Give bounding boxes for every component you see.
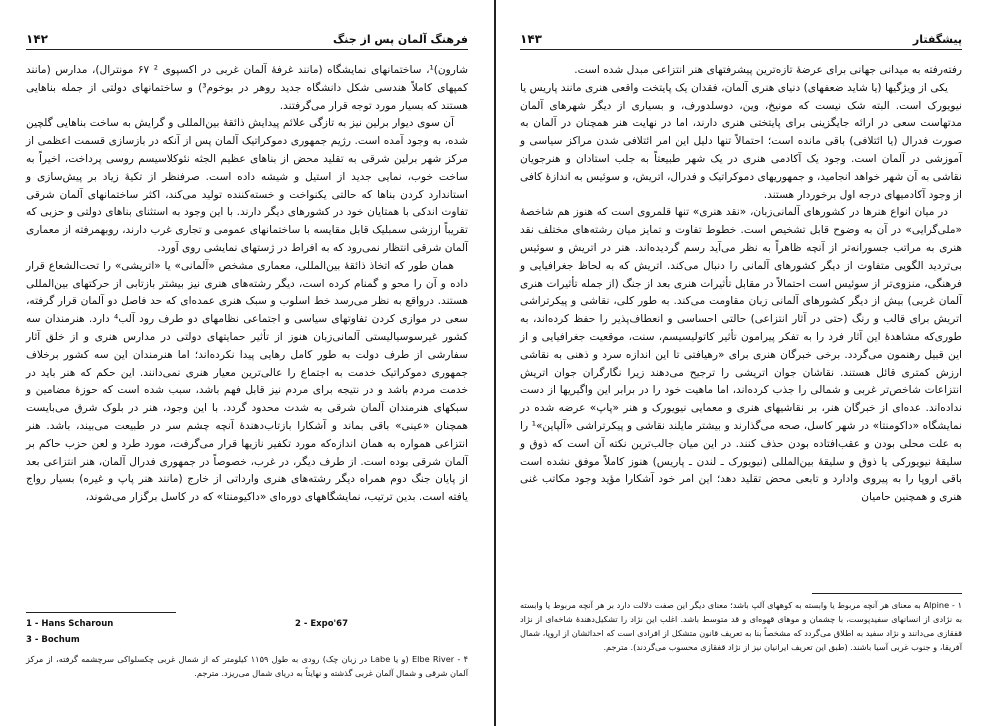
left-body-text	[26, 62, 468, 507]
left-page-number: ۱۴۲	[26, 32, 48, 46]
right-paragraph: رفته‌رفته به میدانی جهانی برای عرضۀ تازه‌ترین پیشرفتهای هنر انتزاعی مبدل شده است.	[574, 64, 962, 76]
left-footnote-rule	[26, 612, 176, 613]
right-page-number: ۱۴۳	[520, 32, 542, 46]
right-paragraph: در میان انواع هنرها در کشورهای آلمانی‌زبان، «نقد هنری» تنها قلمروی است که هنوز هم شاخصۀ «ملی‌گرایی» در آن به وضوح قابل تشخیص است. خطوط تفاوت و تمایز میان رشته‌های مختلف نقد هنری به مراتب جسورانه‌تر از آنچه ظاهراً به نظر می‌آید رسم گردیده‌اند. هنر در اتریش و سوئیس بی‌تردید الگویی متفاوت از دیگر کشورهای آلمانی را دنبال می‌کند. اتریش که به لحاظ جغرافیایی و فرهنگی، منزوی‌تر از سوئیس است احتمالاً در مقابل تأثیرات هنری بعد از جنگ (از جمله تأثیرات هنری آلمان غربی) بیش از دیگر کشورهای آلمانی زبان مقاومت می‌کند. به طور کلی، نقاشی و پیکرتراشی اتریش برای قالب و رنگ (حتی در آثار انتزاعی) حالتی احساسی و انعطاف‌پذیر را حفظ کرده‌اند، به طوری‌که مشاهدۀ این آثار فرد را به تفکر پیرامون تأثیر کاتولیسیسم، سنت، موقعیت جغرافیایی و از این قبیل رهنمون می‌گردد. برخی خبرگان هنری برای «رهیافتی تا این اندازه سرد و ذهنی به نقاشی ارزش کمتری قائل هستند. نقاشان جوان اتریشی را ترجیح می‌دهند زیرا نگارگران جوان اتریش انتزاعات شاخص‌تر غربی و شمالی را جذب کرده‌اند، اما ماهیت خود را در برابر این واگیریها از دست نداده‌اند. عده‌ای از خبرگان هنر، بر نقاشیهای هنری و معمایی نیویورک و هنر «پاپ» عرضه شده در نمایشگاه «داکومنتا» در شهر کاسل، صحه می‌گذارند و بیشتر مایلند نقاشی و پیکرتراشی «آلپاین»¹ را به علت محلی بودن و عقب‌افتاده بودن حذف کنند. در این میان جالب‌ترین نکته آن است که ذوق و سلیقۀ نیویورکی یا ذوق و سلیقۀ بین‌المللی (نیویورک ـ لندن ـ پاریس) هنوز کاملاً موفق نشده است باقی اروپا را به پیروی وادارد و تابعی محض تقلید دهد؛ این امر خود آشکارا مؤید وجود مکاتب غنی هنری و همچنین حامیان	[520, 206, 962, 504]
left-footnote-row	[26, 632, 468, 648]
left-footnote-row	[26, 616, 468, 632]
left-footnotes	[26, 616, 468, 680]
left-paragraph: همان طور که اتخاذ ذائقۀ بین‌المللی، معماری مشخص «آلمانی» یا «اتریشی» را تحت‌الشعاع قرار داده و آن را محو و گمنام کرده است، دیگر رشته‌های هنری نیز بیشتر بازتابی از حرکتهای بین‌المللی هستند. درواقع به نظر می‌رسد خط اسلوب و سبک هنری عمده‌ای که حد فاصل دو آلمان قرار گرفته، سعی در موازی کردن تفاوتهای سیاسی و اجتماعی نظامهای دو طرف رود آلب⁴ دارد. هنرمندان سه کشور غیرسوسیالیستی آلمانی‌زبان هنوز از تأثیر حمایتهای دولتی در مدارس هنری و از خلق آثار سفارشی از طرف دولت به طور کامل رهایی پیدا نکرده‌اند؛ اما هنرمندان این سه کشور برخلاف جمهوری دموکراتیک خدمت به اجتماع را عالی‌ترین معیار هنری نمی‌دانند. این حکم که هنر باید در خدمت مردم باشد و در نتیجه برای مردم نیز قابل فهم باشد، سبب شده است که حوزۀ مضامین و سبکهای هنرمندان آلمان شرقی به شدت محدود گردد. با این وجود، هنر در بلوک شرق می‌بایست همچنان «عینی» باقی بماند و آشکارا بازتاب‌دهندۀ آنچه چشم سر در طبیعت می‌بیند، باشد. هنر انتزاعی همواره به همان اندازه‌که مورد تکفیر نازیها قرار می‌گرفت، مورد طرد و لعن حزب حاکم بر آلمان شرقی بوده است. از طرف دیگر، در غرب، خصوصاً در جمهوری فدرال آلمان، هنر انتزاعی بعد از پایان جنگ دوم همراه دیگر رشته‌های هنری وارداتی از خارج (مانند هنر پاپ و غیره) بسیار رواج یافته است. بدین ترتیب، نمایشگاههای دوره‌ای «داکیومنتا» که در کاسل برگزار می‌شوند،	[26, 259, 468, 504]
right-running-head	[520, 32, 962, 50]
right-running-title: پیشگفتار	[912, 33, 962, 46]
right-body-text	[520, 62, 962, 507]
left-footnote-1: 1 - Hans Scharoun	[26, 619, 114, 629]
right-footnote-rule	[812, 593, 962, 594]
left-paragraph: آن سوی دیوار برلین نیز به تازگی علائم پیدایش ذائقۀ بین‌المللی و گرایش به ساخت بناهایی گلچین شده، به وجود آمده است. رژیم جمهوری دموکراتیک آلمان پس از آنکه در بازسازی قسمت اعظمی از مرکز شهر برلین شرقی به تقلید محض از بناهای عظیم الجثه نئوکلاسیسم روسی پرداخت، اخیراً به ساخت خوب، نمایی جدید از استیل و شیشه داده است. صرفنظر از تکیۀ زیاد بر پیش‌سازی و استاندارد کردن بناها که حالتی یکنواخت و خسته‌کننده تولید می‌کند، اکثر ساختمانهای آلمان شرقی تفاوت اندکی با همتایان خود در کشورهای دیگر دارند. با این وجود به استثنای بناهای دولتی و حزبی که تقریباً ارزشی سمبلیک قابل مقایسه با ساختمانهای عمومی و تجاری غرب دارند، روبهمرفته از معماری آلمان شرقی انتظار نمی‌رود که به افراط در ژستهای نمایشی روی آورد.	[26, 117, 468, 254]
right-footnotes	[520, 598, 962, 654]
left-page	[0, 0, 494, 726]
left-footnote-4: ۴ - Elbe River (و یا Labe در زبان چک) رودی به طول ۱۱۵۹ کیلومتر که از شمال غربی چکسلواکی سرچشمه گرفته، از مرکز آلمان شرقی و شمال آلمان غربی گذشته و نهایتاً به دریای شمال می‌ریزد. مترجم.	[26, 654, 469, 678]
left-footnote-2: 2 - Expo'67	[294, 619, 348, 629]
left-footnote-3: 3 - Bochum	[26, 635, 80, 645]
right-footnote-1: ۱ - Alpine به معنای هر آنچه مربوط یا وابسته به کوههای آلپ باشد؛ معنای دیگر این صفت دلالت دارد بر هر آنچه مربوط یا وابسته به نژادی از انسانهای سفیدپوست، با چشمان و موهای قهوه‌ای و قد متوسط باشد. اغلب این نژاد را تشکیل‌دهندۀ شاخه‌ای از نژاد قفقازی می‌دانند و نژاد سفید به اطلاق می‌گردد که مشخصاً بنا به تعریف قانون متشکل از افرادی است که احداثشان از اروپا، شمال آفریقا، و جنوب غربی آسیا باشند. (طبق این تعریف ایرانیان نیز از نژاد قفقازی محسوب می‌گردند). مترجم.	[520, 600, 962, 652]
left-paragraph: شارون)¹، ساختمانهای نمایشگاه (مانند غرفۀ آلمان غربی در اکسپوی ² ۶۷ مونترال)، مدارس (مانند کمپهای کاملاً هندسی شکل دانشگاه جدید روهر در بوخوم³) و ساختمانهای دولتی از جمله بناهایی هستند که بسیار مورد توجه قرار می‌گرفتند.	[26, 64, 468, 112]
right-page	[494, 0, 988, 726]
left-running-title: فرهنگ آلمان پس از جنگ	[332, 33, 468, 46]
right-paragraph: یکی از ویژگیها (یا شاید ضعفهای) دنیای هنری آلمان، فقدان یک پایتخت واقعی هنری مانند پاریس یا نیویورک است. البته شک نیست که مونیخ، وین، دوسلدورف، و بسیاری از دیگر شهرهای آلمان مدتهاست سعی در ارائه جایگزینی برای پایتختی هنری دارند، اما در نهایت هنر همچنان در آلمان به صورت فدرال (یا ائتلافی) باقی مانده است؛ احتمالاً تنها دلیل این امر ائتلافی شدن مراکز سیاسی و آموزشی در آلمان است. وجود یک آکادمی هنری در یک شهر طبیعتاً به جلب استادان و هنرجویان نقاشی به آن شهر خواهد انجامید، و جمهوریهای دموکراتیک و فدرال، اتریش، و سوئیس به اندازۀ کافی از وجود آکادمیهای درجه اول برخوردار هستند.	[520, 81, 962, 201]
left-running-head	[26, 32, 468, 50]
